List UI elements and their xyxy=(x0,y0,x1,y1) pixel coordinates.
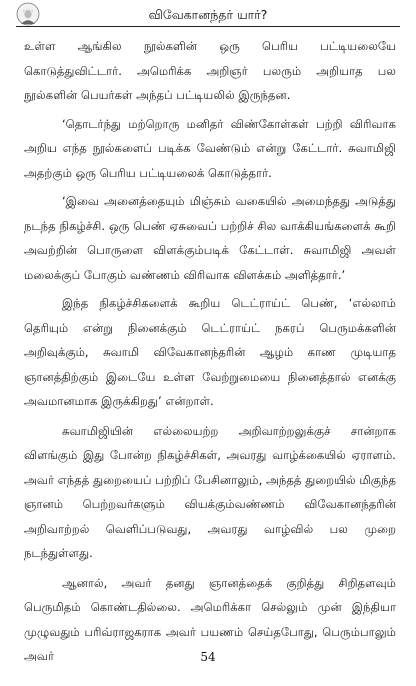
paragraph-4: இந்த நிகழ்ச்சிகளைக் கூறிய டெட்ராய்ட் பெண், ‘எல்லாம் தெரியும் என்று நினைக்கும் டெட்ராய்ட் நகரப் பெருமக்களின் அறிவுக்கும், சுவாமி விவேகானந்தரின் ஆழம் காண முடியாத ஞானத்திற்கும் இடையே உள்ள வேற்றுமையை நினைத்தால் எனக்கு அவமானமாக இருக்கிறது’ என்றாள். xyxy=(24,296,396,408)
paragraph-6: ஆனால், அவர் தனது ஞானத்தைக் குறித்து சிறிதளவும் பெருமிதம் கொண்டதில்லை. அமெரிக்கா செல்லும் முன் இந்தியா முழுவதும் பரிவ்ராஜகராக அவர் பயணம் செய்தபோது, பெரும்பாலும் அவர் xyxy=(24,575,396,663)
vivekananda-portrait-icon xyxy=(16,2,40,26)
running-header-title: விவேகானந்தர் யார்? xyxy=(148,7,268,22)
paragraph-1: உள்ள ஆங்கில நூல்களின் ஒரு பெரிய பட்டியலையே கொடுத்துவிட்டார். அமெரிக்க அறிஞர் பலரும் அறியாத பல நூல்களின் பெயர்கள் அந்தப் பட்டியலில் இருந்தன. xyxy=(24,39,396,102)
paragraph-3: ‘இவை அனைத்தையும் மிஞ்சும் வகையில் அமைந்தது அடுத்து நடந்த நிகழ்ச்சி. ஒரு பெண் ஏசுவைப் பற்றிச் சில வாக்கியங்களைக் கூறி அவற்றின் பொருளை விளக்கும்படிக் கேட்டாள். சுவாமிஜி அவள் மலைக்குப் போகும் வண்ணம் விரிவாக விளக்கம் அளித்தார்.’ xyxy=(24,194,396,282)
running-header xyxy=(16,4,400,27)
page-number: 54 xyxy=(200,650,216,664)
body-text xyxy=(24,34,396,674)
paragraph-5: சுவாமிஜியின் எல்லையற்ற அறிவாற்றலுக்குச் சான்றாக விளங்கும் இது போன்ற நிகழ்ச்சிகள், அவரது வாழ்க்கையில் ஏராளம். அவர் எந்தத் துறையைப் பற்றிப் பேசினாலும், அந்தத் துறையில் மிகுந்த ஞானம் பெற்றவர்களும் வியக்கும்வண்ணம் விவேகானந்தரின் அறிவாற்றல் வெளிப்படுவது, அவரது வாழ்வில் பல முறை நடந்துள்ளது. xyxy=(24,423,396,560)
paragraph-2: ‘தொடர்ந்து மற்றொரு மனிதர் விண்கோள்கள் பற்றி விரிவாக அறிய எந்த நூல்களைப் படிக்க வேண்டும் என்று கேட்டார். சுவாமிஜி அதற்கும் ஒரு பெரிய பட்டியலைக் கொடுத்தார். xyxy=(24,116,396,180)
